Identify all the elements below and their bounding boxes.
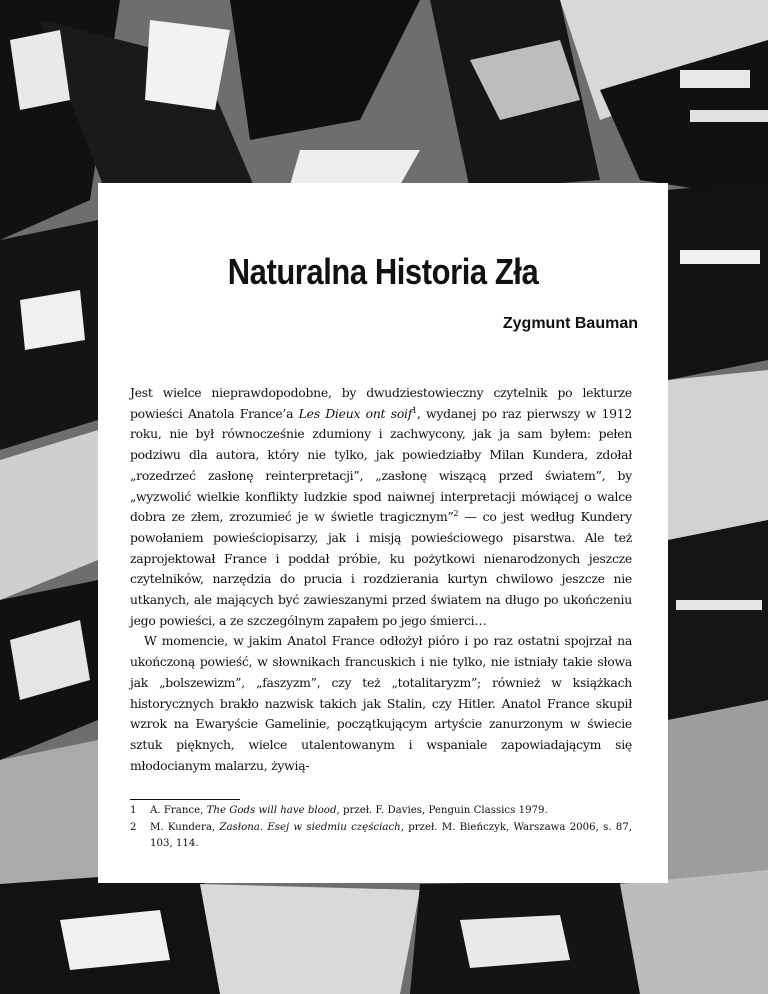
article-body xyxy=(130,383,632,776)
footnote-divider xyxy=(130,799,240,800)
article-page xyxy=(98,183,668,883)
footnote-text: M. Kundera, xyxy=(150,822,220,833)
paragraph-1-text-b: , wydanej po raz pierwszy w 1912 roku, nie był równocześnie zdumiony i zachwycony, jak ja sam byłem: pełen podziwu dla autora, który nie tylko, jak powiedziałby Milan Kundera, zdołał „rozedrzeć zasłonę reinterpretacji”, „zasłonę wiszącą przed światem”, by „wyzwolić wielkie konflikty ludzkie spod naiwnej interpretacji mówiącej o walce dobra ze złem, zrozumieć je w świetle tragicznym” xyxy=(130,405,632,525)
footnote-text: , przeł. M. Bieńczyk, Warszawa 2006, s. 87, 103, 114. xyxy=(150,822,632,849)
footnote-1 xyxy=(130,803,632,819)
footnotes xyxy=(130,803,632,853)
footnote-number: 1 xyxy=(130,805,137,816)
article-title: Naturalna Historia Zła xyxy=(227,251,539,292)
footnote-ref-1: 1 xyxy=(412,405,417,415)
footnote-2 xyxy=(130,820,632,852)
footnote-number: 2 xyxy=(130,822,137,833)
footnote-text: , przeł. F. Davies, Penguin Classics 1979. xyxy=(336,805,548,816)
paragraph-1-text-a: Jest wielce nieprawdopodobne, by dwudziestowieczny czytelnik po lekturze powieści Anatola France’a xyxy=(130,385,632,421)
footnote-title: Zasłona. Esej w siedmiu częściach xyxy=(219,822,401,833)
footnote-text: A. France, xyxy=(150,805,207,816)
book-title: Les Dieux ont soif xyxy=(298,405,413,421)
paragraph-1-text-c: — co jest według Kundery powołaniem powieściopisarzy, jak i misją powieściowego pisarstwa. Ale też zaprojektował France i poddał próbie, ku pożytkowi nienarodzonych jeszcze czytelników, narzędzia do prucia i rozdzierania kurtyn chwilowo jeszcze nie utkanych, ale mających być zawieszanymi przed światem na długo po ukończeniu jego powieści, a ze szczególnym zapałem po jego śmierci… xyxy=(130,509,632,628)
paragraph-1 xyxy=(130,383,632,631)
article-author: Zygmunt Bauman xyxy=(502,315,638,332)
paragraph-2: W momencie, w jakim Anatol France odłożył pióro i po raz ostatni spojrzał na ukończoną powieść, w słownikach francuskich i nie tylko, nie istniały takie słowa jak „bolszewizm”, „faszyzm”, czy też „totalitaryzm”; również w książkach historycznych brakło nazwisk takich jak Stalin, czy Hitler. Anatol France skupił wzrok na Ewaryście Gamelinie, początkującym artyście zanurzonym w świecie sztuk pięknych, wielce utalentowanym i wspaniale zapowiadającym się młodocianym malarzu, żywią- xyxy=(130,633,632,773)
footnote-title: The Gods will have blood xyxy=(206,805,337,816)
footnote-ref-2: 2 xyxy=(453,509,459,519)
